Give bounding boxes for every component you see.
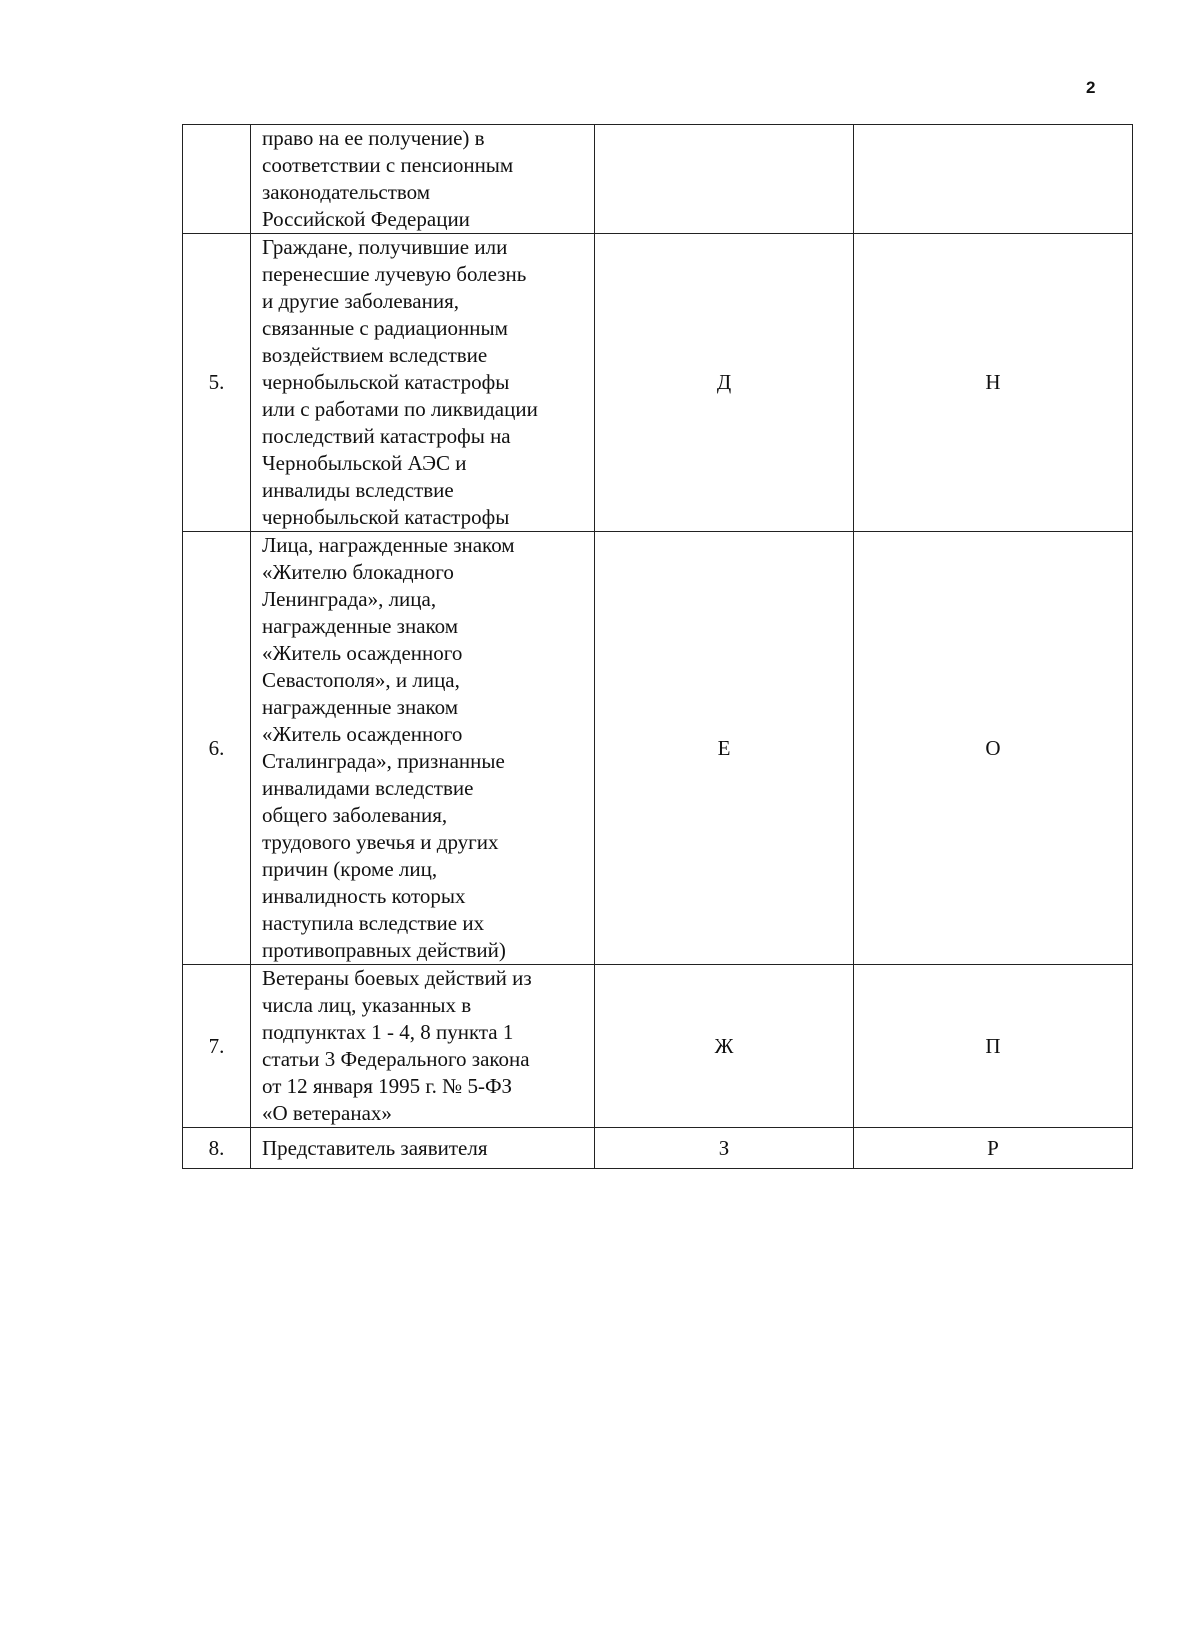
table-row [183,1128,1133,1169]
description-line: наступила вследствие их [262,911,485,935]
description-line: числа лиц, указанных в [262,993,472,1017]
row-number: 8. [183,1128,251,1169]
benefits-table [182,124,1133,1169]
description-line: «Житель осажденного [262,641,463,665]
description-line: причин (кроме лиц, [262,857,438,881]
row-number: 5. [183,234,251,532]
table-row [183,234,1133,532]
row-code-a [595,125,854,234]
description-line: инвалиды вследствие [262,478,454,502]
row-code-b: О [854,532,1133,965]
description-line: право на ее получение) в [262,126,485,150]
row-code-a: Д [595,234,854,532]
row-description [251,532,595,965]
row-number [183,125,251,234]
description-line: Граждане, получившие или [262,235,508,259]
row-code-b [854,125,1133,234]
description-line: перенесшие лучевую болезнь [262,262,527,286]
row-code-b: Р [854,1128,1133,1169]
description-line: воздействием вследствие [262,343,488,367]
description-line: связанные с радиационным [262,316,508,340]
description-line: общего заболевания, [262,803,448,827]
row-code-a: Е [595,532,854,965]
description-line: «Жителю блокадного [262,560,454,584]
description-line: подпунктах 1 - 4, 8 пункта 1 [262,1020,514,1044]
row-number: 7. [183,965,251,1128]
row-description [251,1128,595,1169]
description-line: «Житель осажденного [262,722,463,746]
description-line: Представитель заявителя [262,1135,488,1160]
description-line: статьи 3 Федерального закона [262,1047,530,1071]
description-line: Российской Федерации [262,207,470,231]
description-line: Ленинграда», лица, [262,587,437,611]
description-line: награжденные знаком [262,614,459,638]
description-line: Лица, награжденные знаком [262,533,515,557]
description-line: Чернобыльской АЭС и [262,451,467,475]
description-line: инвалидами вследствие [262,776,474,800]
description-line: законодательством [262,180,431,204]
description-line: или с работами по ликвидации [262,397,538,421]
table-row [183,532,1133,965]
description-line: противоправных действий) [262,938,506,962]
table-row [183,965,1133,1128]
description-line: последствий катастрофы на [262,424,511,448]
description-line: Севастополя», и лица, [262,668,460,692]
description-line: инвалидность которых [262,884,466,908]
row-code-b: Н [854,234,1133,532]
row-number: 6. [183,532,251,965]
table-row [183,125,1133,234]
description-line: чернобыльской катастрофы [262,505,510,529]
description-line: Сталинграда», признанные [262,749,505,773]
row-code-b: П [854,965,1133,1128]
description-line: чернобыльской катастрофы [262,370,510,394]
description-line: Ветераны боевых действий из [262,966,532,990]
row-description [251,234,595,532]
row-code-a: З [595,1128,854,1169]
row-code-a: Ж [595,965,854,1128]
description-line: от 12 января 1995 г. № 5-ФЗ [262,1074,513,1098]
description-line: и другие заболевания, [262,289,459,313]
page-number: 2 [1086,78,1096,97]
description-line: «О ветеранах» [262,1101,392,1125]
row-description [251,125,595,234]
description-line: награжденные знаком [262,695,459,719]
row-description [251,965,595,1128]
description-line: трудового увечья и других [262,830,499,854]
description-line: соответствии с пенсионным [262,153,514,177]
